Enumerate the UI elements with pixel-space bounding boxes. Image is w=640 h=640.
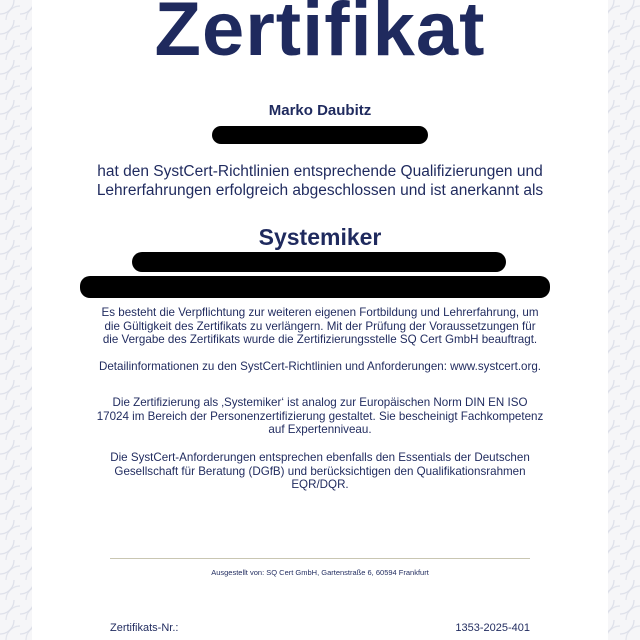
certificate-title: Zertifikat [154,0,486,72]
redaction-bar [80,276,550,298]
obligation-paragraph [50,306,590,347]
signature-line [110,558,530,559]
paragraph-line: Detailinformationen zu den SystCert-Richtlinien und Anforderungen: www.systcert.org. [98,360,542,373]
paragraph-line: Die Zertifizierung als ‚Systemiker‘ ist analog zur Europäischen Norm DIN EN ISO [112,396,528,409]
paragraph-line: auf Expertenniveau. [268,423,372,436]
intro-line: Lehrerfahrungen erfolgreich abgeschlossen und ist anerkannt als [96,182,544,199]
paragraph-line: Die SystCert-Anforderungen entsprechen ebenfalls den Essentials der Deutschen [110,451,530,464]
intro-text [32,162,608,200]
recipient-name: Marko Daubitz [268,102,372,119]
dgfb-paragraph [50,451,590,492]
paragraph-line: Es besteht die Verpflichtung zur weiteren eigenen Fortbildung und Lehrerfahrung, um [101,306,539,319]
intro-line: hat den SystCert-Richtlinien entsprechende Qualifizierungen und [97,163,543,180]
issuer-text: Ausgestellt von: SQ Cert GmbH, Gartenstraße 6, 60594 Frankfurt [211,568,429,577]
paragraph-line: die Vergabe des Zertifikats wurde die Zertifizierungsstelle SQ Cert GmbH beauftragt. [102,333,538,346]
paragraph-line: die Gültigkeit des Zertifikats zu verlängern. Mit der Prüfung der Voraussetzungen für [104,319,536,333]
standard-paragraph [50,396,590,437]
certificate-number: 1353-2025-401 [455,622,530,634]
paragraph-line: 17024 im Bereich der Personenzertifizierung gestaltet. Sie bescheinigt Fachkompetenz [96,409,544,423]
details-paragraph [50,360,590,374]
paragraph-line: Gesellschaft für Beratung (DGfB) und berücksichtigen den Qualifikationsrahmen [114,464,526,478]
paragraph-line: EQR/DQR. [291,478,349,491]
certificate-sheet [32,0,608,640]
redaction-bar [212,126,428,144]
role-title: Systemiker [258,224,382,250]
redaction-bar [132,252,506,272]
certificate-number-label: Zertifikats-Nr.: [110,622,179,634]
